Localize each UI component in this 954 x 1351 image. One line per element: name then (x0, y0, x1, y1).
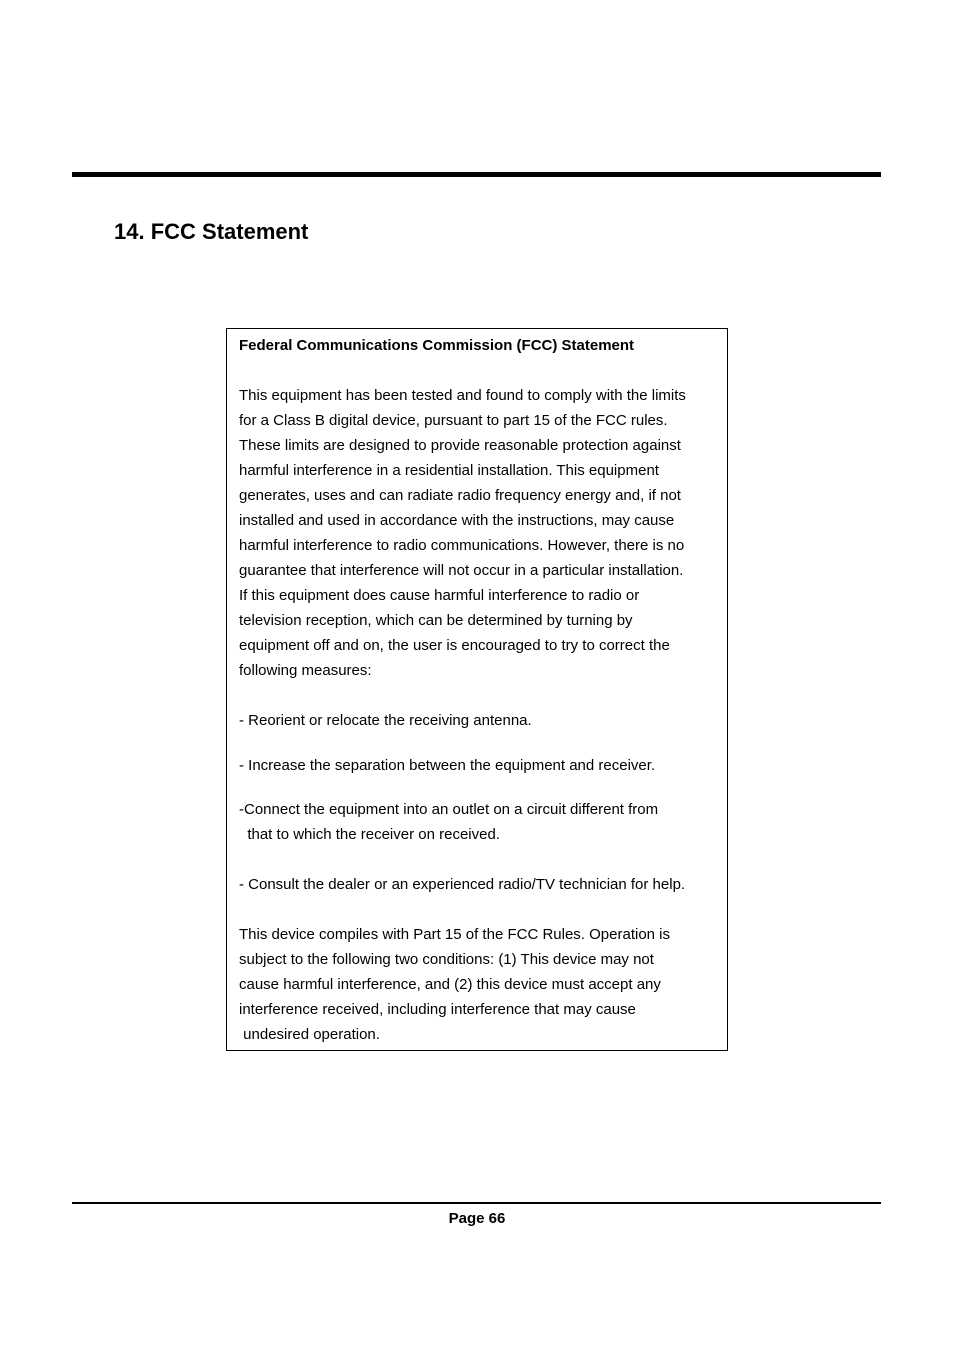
paragraph2-line: subject to the following two conditions: (1) This device may not (239, 951, 654, 968)
paragraph1-line: equipment off and on, the user is encouraged to try to correct the (239, 637, 670, 654)
section-title: 14. FCC Statement (114, 219, 309, 244)
measure-consult-dealer: - Consult the dealer or an experienced radio/TV technician for help. (239, 876, 686, 893)
measure-increase-separation: - Increase the separation between the equipment and receiver. (239, 757, 656, 774)
paragraph1-line: harmful interference in a residential installation. This equipment (239, 462, 659, 479)
paragraph1-line: television reception, which can be determined by turning by (239, 612, 633, 629)
paragraph1-line: If this equipment does cause harmful interference to radio or (239, 587, 640, 604)
paragraph1-line: This equipment has been tested and found to comply with the limits (239, 387, 686, 404)
paragraph1-line: installed and used in accordance with the instructions, may cause (239, 512, 675, 529)
paragraph2-line: This device compiles with Part 15 of the FCC Rules. Operation is (239, 926, 671, 943)
paragraph2-line: interference received, including interference that may cause (239, 1001, 636, 1018)
paragraph1-line: These limits are designed to provide reasonable protection against (239, 437, 681, 454)
page-number: Page 66 (448, 1210, 506, 1227)
paragraph2-line: cause harmful interference, and (2) this device must accept any (239, 976, 661, 993)
top-divider (72, 172, 881, 177)
paragraph1-line: generates, uses and can radiate radio frequency energy and, if not (239, 487, 681, 504)
paragraph1-line: guarantee that interference will not occur in a particular installation. (239, 562, 684, 579)
statement-heading: Federal Communications Commission (FCC) Statement (239, 337, 635, 354)
footer-divider (72, 1202, 881, 1204)
measure-connect-outlet-line: that to which the receiver on received. (239, 826, 500, 843)
paragraph1-line: for a Class B digital device, pursuant to part 15 of the FCC rules. (239, 412, 668, 429)
paragraph2-line: undesired operation. (239, 1026, 380, 1043)
measure-connect-outlet-line: -Connect the equipment into an outlet on a circuit different from (239, 801, 659, 818)
fcc-statement-box (226, 328, 728, 1051)
paragraph1-line: following measures: (239, 662, 372, 679)
paragraph1-line: harmful interference to radio communications. However, there is no (239, 537, 685, 554)
measure-reorient: - Reorient or relocate the receiving antenna. (239, 712, 532, 729)
